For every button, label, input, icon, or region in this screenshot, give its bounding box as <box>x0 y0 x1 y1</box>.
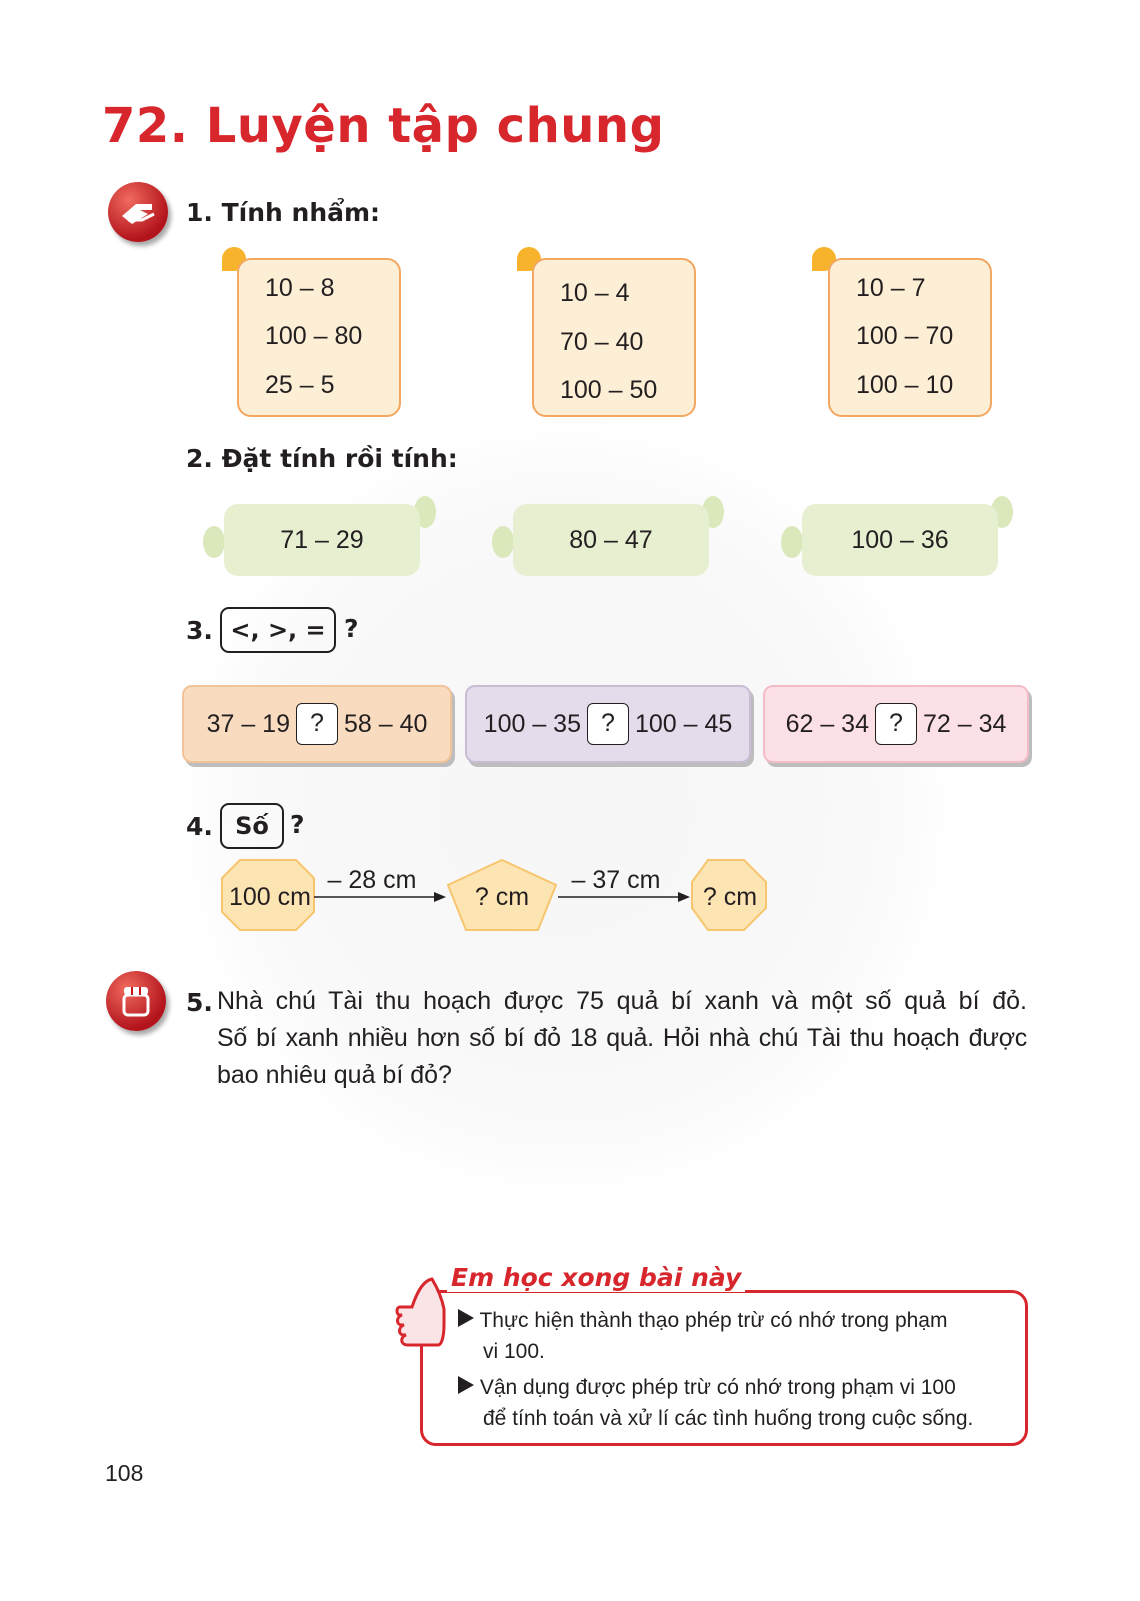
expression: 25 – 5 <box>265 371 335 399</box>
exercise-4-number: 4. <box>186 812 213 841</box>
page-title: 72. Luyện tập chung <box>102 98 665 154</box>
exercise-3-number: 3. <box>186 616 213 645</box>
learning-outcome <box>458 1305 1018 1367</box>
problem-line: Số bí xanh nhiều hơn số bí đỏ 18 quả. Hỏi nhà chú Tài thu hoạch được <box>217 1024 1027 1052</box>
exercise-3-question: ? <box>344 614 359 643</box>
exercise-1-heading: 1. Tính nhẩm: <box>186 198 381 227</box>
right-expression: 72 – 34 <box>923 709 1007 738</box>
learning-outcome <box>458 1372 1018 1434</box>
arrowhead-1 <box>434 892 446 902</box>
number-tag: Số <box>220 803 284 849</box>
bullet-triangle-icon <box>458 1376 474 1394</box>
outcome-line: Vận dụng được phép trừ có nhớ trong phạm vi 100 <box>479 1376 956 1399</box>
column-subtraction-item: 100 – 36 <box>802 504 998 576</box>
comparison-tag: <, >, = <box>220 607 336 653</box>
leaf-icon <box>203 526 225 558</box>
column-subtraction-item: 71 – 29 <box>224 504 420 576</box>
comparison-item-3 <box>763 685 1029 763</box>
exercise-4-question: ? <box>290 810 305 839</box>
comparison-blank[interactable]: ? <box>296 703 338 745</box>
exercise-5-number: 5. <box>186 988 213 1017</box>
leaf-icon <box>781 526 803 558</box>
right-expression: 58 – 40 <box>344 709 428 738</box>
expression: 10 – 4 <box>560 279 630 307</box>
left-expression: 37 – 19 <box>206 709 290 738</box>
comparison-blank[interactable]: ? <box>875 703 917 745</box>
expression: 100 – 50 <box>560 376 658 404</box>
bullet-triangle-icon <box>458 1309 474 1327</box>
start-value: 100 cm <box>229 883 311 911</box>
hands-icon <box>108 182 168 242</box>
comparison-item-2 <box>465 685 751 763</box>
column-subtraction-item: 80 – 47 <box>513 504 709 576</box>
outcome-line: vi 100. <box>483 1340 545 1363</box>
fist-icon <box>106 971 166 1031</box>
expression: 70 – 40 <box>560 328 644 356</box>
expression: 100 – 10 <box>856 371 954 399</box>
operation-2: – 37 cm <box>571 866 661 894</box>
unknown-value-2[interactable]: ? cm <box>702 883 758 911</box>
mental-math-box-3 <box>828 258 992 417</box>
right-expression: 100 – 45 <box>635 709 733 738</box>
unknown-value-1[interactable]: ? cm <box>474 883 530 911</box>
mental-math-box-1 <box>237 258 401 417</box>
outcome-line: Thực hiện thành thạo phép trừ có nhớ trong phạm <box>479 1309 948 1332</box>
expression: 10 – 7 <box>856 274 926 302</box>
learning-outcomes-title: Em học xong bài này <box>447 1263 745 1292</box>
left-expression: 62 – 34 <box>785 709 869 738</box>
expression: 100 – 80 <box>265 322 363 350</box>
problem-line: Nhà chú Tài thu hoạch được 75 quả bí xanh và một số quả bí đỏ. <box>217 987 1027 1015</box>
outcome-line: để tính toán và xử lí các tình huống trong cuộc sống. <box>483 1407 974 1430</box>
expression: 10 – 8 <box>265 274 335 302</box>
exercise-2-heading: 2. Đặt tính rồi tính: <box>186 444 458 473</box>
leaf-icon <box>492 526 514 558</box>
operation-1: – 28 cm <box>327 866 417 894</box>
arrowhead-2 <box>678 892 690 902</box>
expression: 100 – 70 <box>856 322 954 350</box>
left-expression: 100 – 35 <box>483 709 581 738</box>
comparison-blank[interactable]: ? <box>587 703 629 745</box>
mental-math-box-2 <box>532 258 696 417</box>
word-problem <box>217 983 1027 1094</box>
problem-line: bao nhiêu quả bí đỏ? <box>217 1061 452 1089</box>
page-number: 108 <box>105 1460 144 1486</box>
comparison-item-1 <box>182 685 452 763</box>
